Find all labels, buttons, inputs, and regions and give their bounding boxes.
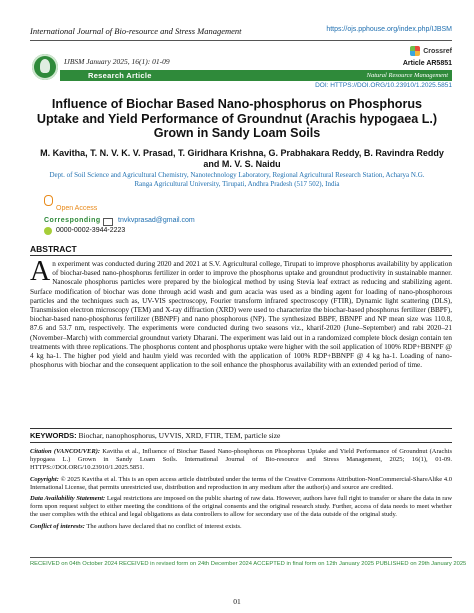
page-number: 01 xyxy=(233,597,241,606)
abstract-text: n experiment was conducted during 2020 and 2021 at S.V. Agricultural college, Tirupati to improve phosphorus availability by application of biochar-based nano-phosphorus fertilizer in order to improve the phosphorus uptake and groundnut productivity in sustainable manner. Nanoscale phosphorus particles were prepared by the biological method by using Stevia leaf extract as reducing and stabilizing agent. Surface modification of biochar was done through acid wash and gum acacia was used as a binding agent for loading of nano-phosphorous particles and the techniques such as, UV-VIS spectroscopy, Fourier transform infrared spectroscopy (FTIR), Dynamic light scattering (DLS), Transmission electron microscopy (TEM) and X-ray diffraction (XRD) were used to characterize the biochar-based phosphorus fertilizer (BBPF), biochar-based nano-phosphorus fertilizer (BBNPF) and nano phosphorous (NP). The synthesized BBPF, BBNPF and NP mean size was 110.8, 87.6 and 53.7 nm, respectively. The experiments were conducted during two seasons viz., kharif-2020 (June–September) and rabi 2020–21 (November–March) with commercial groundnut variety Dharani. The experiment was laid out in a randomized complete block design contain ten treatments with three replications. The phosphorus content and phosphorus uptake were higher with the soil application of 100% RDP+BBNPF @ 4 kg ha-1. The higher pod yield and haulm yield was recorded with the application of 100% RDP+BBNPF @ 4 kg ha-1. Loading of nano-phosphorus with biochar and the consequent application to the soil enhance the phosphorus availability with an extended period of time. xyxy=(30,260,452,370)
journal-logo-icon xyxy=(32,54,58,80)
citation-note xyxy=(30,448,452,473)
email-icon xyxy=(103,218,113,226)
data-availability-text: Legal restrictions are imposed on the public sharing of raw data. However, authors have full right to transfer or share the data in raw form upon request subject to either meeting the conditions of the original consents and the original research study. Further, access of data needs to meet whether the user complies with the ethical and legal obligations as data controllers to allow for secondary use of the data outside of the original study. xyxy=(30,495,453,519)
data-availability-note xyxy=(30,495,452,520)
orcid-icon xyxy=(44,227,52,235)
abstract-heading: ABSTRACT xyxy=(30,244,452,256)
keywords-label: KEYWORDS: xyxy=(30,431,77,440)
publication-dates: RECEIVED on 04th October 2024 RECEIVED in revised form on 24th December 2024 ACCEPTED in final form on 12th January 2025 PUBLISHED on 29th January 2025 xyxy=(30,557,452,572)
crossref-icon xyxy=(410,46,420,56)
open-access-lock-icon xyxy=(44,195,53,206)
orcid-link[interactable]: 0000-0002-3944-2223 xyxy=(56,227,126,234)
front-matter-notes xyxy=(30,448,452,534)
abstract-dropcap: A xyxy=(30,256,51,287)
affiliation: Dept. of Soil Science and Agricultural Chemistry, Nanotechnology Laboratory, Regional Agricultural Research Station, Acharya N.G. Ranga Agricultural University, Tirupati, Andhra Pradesh (517 502), India xyxy=(49,171,425,188)
citation-label: Citation (VANCOUVER): xyxy=(30,448,101,455)
section-bar xyxy=(60,70,452,81)
corresponding-email-link[interactable]: tnvkvprasad@gmail.com xyxy=(118,217,195,224)
section-label: Research Article xyxy=(88,71,152,80)
issue-line: IJBSM January 2025, 16(1): 01-09 xyxy=(64,57,170,66)
journal-header xyxy=(30,26,452,41)
author-list: M. Kavitha, T. N. V. K. V. Prasad, T. Giridhara Krishna, G. Prabhakara Reddy, B. Ravindra Reddy and M. V. S. Naidu xyxy=(40,148,444,169)
crossref-label: Crossref xyxy=(423,47,452,55)
copyright-note xyxy=(30,476,452,492)
copyright-label: Copyright: xyxy=(30,475,59,483)
conflict-note xyxy=(30,523,452,531)
conflict-label: Conflict of interests: xyxy=(30,522,85,530)
article-title: Influence of Biochar Based Nano-phosphorus on Phosphorus Uptake and Yield Performance of Groundnut (Arachis hypogaea L.) Grown in Sandy Loam Soils xyxy=(36,97,438,140)
corresponding-label: Corresponding xyxy=(44,217,101,224)
section-right-label: Natural Resource Management xyxy=(366,71,448,79)
journal-name: International Journal of Bio-resource and Stress Management xyxy=(30,26,242,36)
keywords-line xyxy=(30,428,452,443)
doi-link[interactable]: DOI: HTTPS://DOI.ORG/10.23910/1.2025.5851 xyxy=(315,82,452,89)
crossref-badge[interactable] xyxy=(410,46,452,56)
citation-text: Kavitha et al., Influence of Biochar Based Nano-phosphorus on Phosphorus Uptake and Yield Performance of Groundnut (Arachis hypogaea L.) Grown in Sandy Loam Soils. International Journal of Bio-resource and Stress Management, 2025; 16(1), 01-09. HTTPS://DOI.ORG/10.23910/1.2025.5851. xyxy=(30,448,453,472)
abstract-body xyxy=(30,256,452,370)
open-access-label: Open Access xyxy=(56,205,98,212)
article-number: Article AR5851 xyxy=(402,60,452,67)
keywords-text: Biochar, nanophosphorus, UVVIS, XRD, FTIR, TEM, particle size xyxy=(78,431,281,440)
conflict-text: The authors have declared that no conflict of interest exists. xyxy=(86,522,242,530)
data-availability-label: Data Availability Statement: xyxy=(30,495,106,503)
journal-url-link[interactable]: https://ojs.pphouse.org/index.php/IJBSM xyxy=(326,26,452,33)
copyright-text: © 2025 Kavitha et al. This is an open access article distributed under the terms of the Creative Commons Attribution-NonCommercial-ShareAlike 4.0 International License, that permits unrestricted use, distribution and reproduction in any medium after the author(s) and source are credited. xyxy=(30,475,452,491)
